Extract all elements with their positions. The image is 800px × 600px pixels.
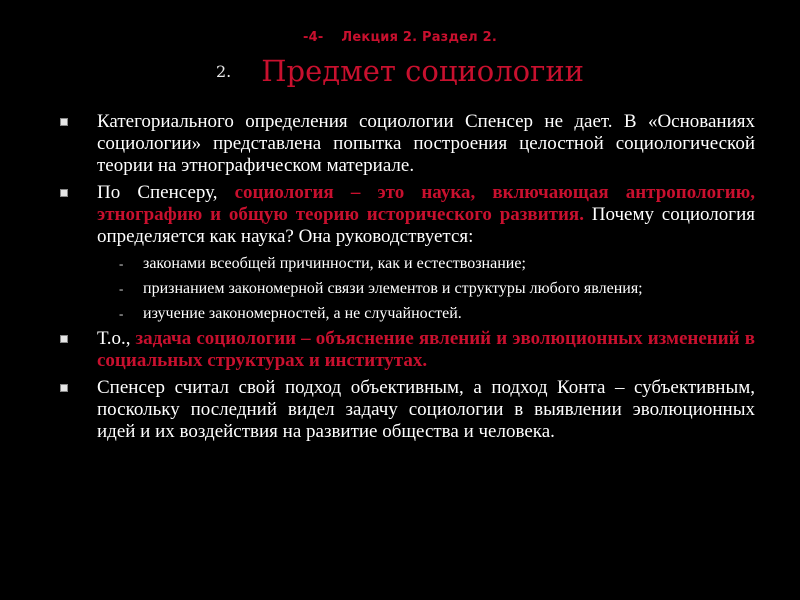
slide-number: -4- [302, 30, 324, 45]
bullet-prefix: Т.о., [97, 328, 136, 349]
title-row [0, 54, 800, 88]
bullet-text: Категориального определения социологии Спенсер не дает. В «Основаниях социологии» представлена попытка построения целостной социологической теории на этнографическом материале. [97, 111, 755, 176]
slide-header [0, 30, 800, 45]
sub-list [60, 253, 755, 324]
bullet-square-icon [60, 118, 68, 126]
lecture-label: Лекция 2. Раздел 2. [341, 30, 497, 45]
dash-bullet-icon: - [119, 306, 124, 321]
bullet-item-2 [60, 182, 755, 248]
sociology-task-highlight: задача социологии – объяснение явлений и эволюционных изменений в социальных структурах и институтах. [97, 328, 755, 371]
bullet-item-4 [60, 377, 755, 443]
sub-item-text: изучение закономерностей, а не случайностей. [143, 305, 462, 322]
slide-title: Предмет социологии [261, 54, 584, 88]
bullet-square-icon [60, 335, 68, 343]
bullet-item-3 [60, 328, 755, 372]
sub-item-text: законами всеобщей причинности, как и естествознание; [143, 255, 526, 272]
bullet-square-icon [60, 189, 68, 197]
dash-bullet-icon: - [119, 256, 124, 271]
bullet-suffix: Почему социология определяется как наука? Она руководствуется: [97, 204, 755, 247]
bullet-square-icon [60, 384, 68, 392]
dash-bullet-icon: - [119, 281, 124, 296]
title-number: 2. [216, 61, 232, 81]
bullet-prefix: По Спенсеру, [97, 182, 235, 203]
bullet-text: Спенсер считал свой подход объективным, а подход Конта – субъективным, поскольку последний видел задачу социологии в выявлении эволюционных идей и их воздействия на развитие общества и человека. [97, 377, 755, 442]
slide-content [60, 111, 755, 448]
sub-item-1 [60, 253, 755, 274]
sub-item-3 [60, 303, 755, 324]
sociology-definition-highlight: социология – это наука, включающая антропологию, этнографию и общую теорию исторического развития. [97, 182, 755, 225]
bullet-item-1 [60, 111, 755, 177]
sub-item-2 [60, 278, 755, 299]
sub-item-text: признанием закономерной связи элементов и структуры любого явления; [143, 280, 643, 297]
